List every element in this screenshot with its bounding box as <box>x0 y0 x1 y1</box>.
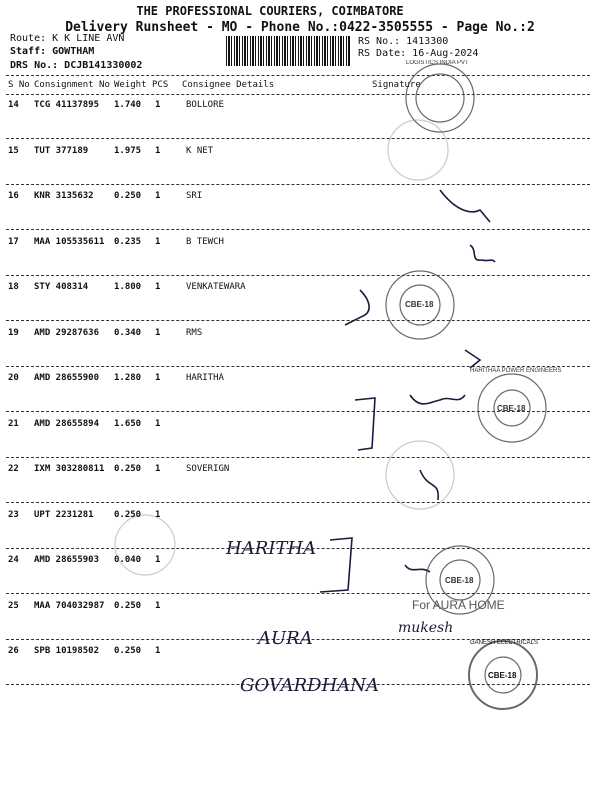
row-pcs: 1 <box>155 464 161 474</box>
page-subtitle: Delivery Runsheet - MO - Phone No.:0422-3505555 - Page No.:2 <box>65 20 535 35</box>
col-consignee: Consignee Details <box>182 80 275 90</box>
row-consignee: SOVERIGN <box>186 464 230 474</box>
stamp-faint-15 <box>388 120 448 180</box>
row-sno: 14 <box>8 100 19 110</box>
signature-stroke-16 <box>440 190 490 222</box>
drs-number: DRS No.: DCJB141330002 <box>10 60 143 71</box>
row-consignment: AMD 28655894 <box>34 418 100 429</box>
row-weight: 0.250 <box>114 600 142 611</box>
row-pcs: 1 <box>155 646 161 656</box>
row-consignee: BOLLORE <box>186 100 224 110</box>
col-signature: Signature <box>372 80 421 90</box>
row-consignment: AMD 28655903 <box>34 555 100 565</box>
handwriting-mukesh: mukesh <box>398 620 454 636</box>
row-consignment: TCG 41137895 <box>34 100 100 110</box>
rs-number: RS No.: 1413300 <box>358 36 449 47</box>
stamp-text-cbe18-d: CBE-18 <box>488 671 517 680</box>
row-sno: 22 <box>8 464 19 474</box>
row-pcs: 1 <box>155 145 161 156</box>
signature-stroke-22 <box>420 470 438 500</box>
row-sno: 18 <box>8 282 19 292</box>
stamp-text-cbe18-a: CBE-18 <box>405 300 434 309</box>
row-weight: 0.250 <box>114 191 142 201</box>
signature-stroke-17 <box>470 245 495 262</box>
handwriting-aura: AURA <box>258 628 313 649</box>
stamp-text-haritha: HARITHAA POWER ENGINEERS <box>470 368 562 374</box>
row-weight: 0.040 <box>114 555 142 565</box>
row-sno: 24 <box>8 555 19 565</box>
row-weight: 0.250 <box>114 646 142 656</box>
row-sno: 16 <box>8 191 19 201</box>
page-title: THE PROFESSIONAL COURIERS, COIMBATORE <box>136 4 404 18</box>
row-pcs: 1 <box>155 600 161 611</box>
row-consignment: AMD 29287636 <box>34 327 100 338</box>
stamp-faint-23 <box>115 515 175 575</box>
row-consignee: RMS <box>186 327 203 338</box>
row-consignment: MAA 704032987 <box>34 600 105 611</box>
row-pcs: 1 <box>155 555 161 565</box>
row-sno: 25 <box>8 600 19 611</box>
row-pcs: 1 <box>155 418 161 429</box>
route: Route: K K LINE AVN <box>10 33 125 44</box>
row-weight: 1.280 <box>114 373 142 383</box>
handwriting-haritha: HARITHA <box>226 538 317 559</box>
row-weight: 0.235 <box>114 236 142 247</box>
row-weight: 1.800 <box>114 282 142 292</box>
row-consignment: AMD 28655900 <box>34 373 100 383</box>
col-pcs: PCS <box>152 80 169 90</box>
stamp-text-cbe18-c: CBE-18 <box>445 576 474 585</box>
row-weight: 0.340 <box>114 327 142 338</box>
row-weight: 1.740 <box>114 100 142 110</box>
handwriting-govardhana: GOVARDHANA <box>240 675 380 696</box>
signature-stroke-20 <box>355 398 375 450</box>
row-consignee: HARITHA <box>186 373 224 383</box>
row-consignment: UPT 2231281 <box>34 509 94 520</box>
row-sno: 17 <box>8 236 19 247</box>
stamp-aura-home: For AURA HOME <box>412 598 505 612</box>
row-consignee: SRI <box>186 191 203 201</box>
signature-stroke-23 <box>320 538 352 592</box>
row-sno: 21 <box>8 418 19 429</box>
row-pcs: 1 <box>155 236 161 247</box>
row-consignment: IXM 303280811 <box>34 464 105 474</box>
row-weight: 1.650 <box>114 418 142 429</box>
row-weight: 1.975 <box>114 145 142 156</box>
row-consignment: TUT 377189 <box>34 145 89 156</box>
row-pcs: 1 <box>155 191 161 201</box>
row-pcs: 1 <box>155 509 161 520</box>
row-pcs: 1 <box>155 282 161 292</box>
row-consignment: KNR 3135632 <box>34 191 94 201</box>
rs-date: RS Date: 16-Aug-2024 <box>358 48 479 59</box>
row-consignment: SPB 10198502 <box>34 646 100 656</box>
row-sno: 23 <box>8 509 19 520</box>
row-sno: 15 <box>8 145 19 156</box>
row-sno: 20 <box>8 373 19 383</box>
col-consignment: Consignment No <box>34 80 110 90</box>
col-sno: S No <box>8 80 30 90</box>
signature-stroke-24 <box>405 565 430 572</box>
row-sno: 26 <box>8 646 19 656</box>
col-weight: Weight <box>114 80 147 90</box>
row-weight: 0.250 <box>114 509 142 520</box>
stamp-text-cbe18-b: CBE-18 <box>497 404 526 413</box>
row-consignee: K NET <box>186 145 214 156</box>
row-weight: 0.250 <box>114 464 142 474</box>
row-pcs: 1 <box>155 373 161 383</box>
signature-stroke-18 <box>345 290 369 325</box>
signature-stroke-20b <box>410 395 465 404</box>
stamp-text-ganesh: GANESH ELECTRICALS <box>470 640 539 646</box>
staff: Staff: GOWTHAM <box>10 46 95 57</box>
row-sno: 19 <box>8 327 19 338</box>
row-consignee: VENKATEWARA <box>186 282 246 292</box>
stamp-faint-22 <box>386 441 454 509</box>
stamp-text-logistics: LOGISTICS INDIA PVT <box>406 60 469 66</box>
row-pcs: 1 <box>155 327 161 338</box>
signature-stroke-19 <box>465 350 480 368</box>
row-consignment: STY 408314 <box>34 282 89 292</box>
row-consignee: B TEWCH <box>186 236 224 247</box>
row-pcs: 1 <box>155 100 161 110</box>
row-consignment: MAA 105535611 <box>34 236 105 247</box>
